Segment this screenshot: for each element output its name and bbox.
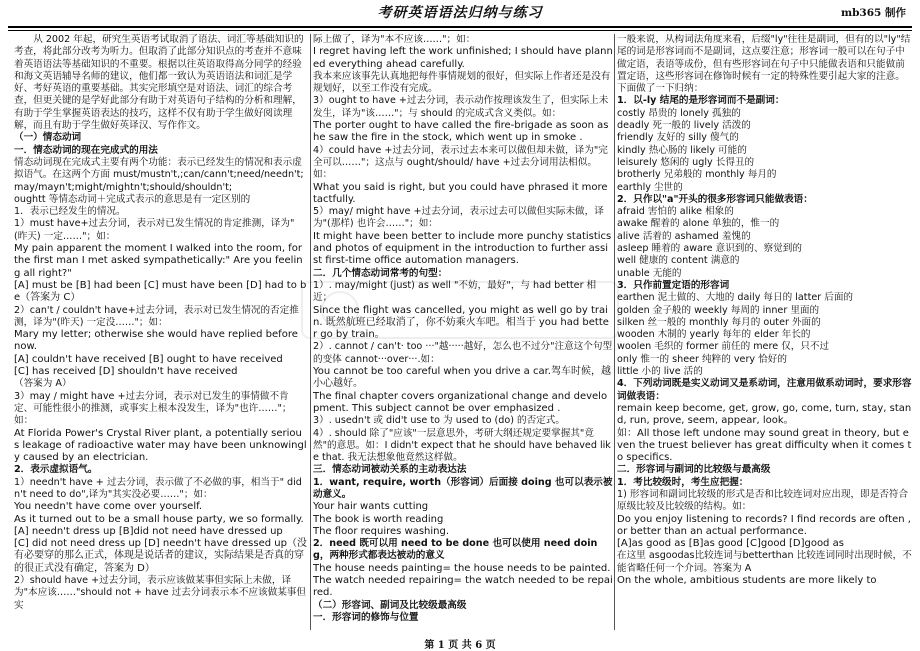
rule-heading: 1．考比较级时，考生应把握：	[617, 476, 749, 488]
column-1	[14, 34, 307, 630]
paragraph: 3）. usedn't 或 did't use to 为 used to (do) 的否定式。	[313, 415, 565, 427]
answer-note: （答案为 A）	[14, 378, 72, 390]
subsection-heading: 一．情态动词的现在完成式的用法	[14, 144, 158, 156]
word-list-row: silken 丝一般的 monthly 每月的 outer 外面的	[617, 316, 821, 328]
word-list-row: kindly 热心肠的 likely 可能的	[617, 144, 747, 156]
paragraph: 1）. may/might (just) as well "不妨，最好"，与 had better 相近；	[313, 279, 597, 304]
example-sentence: I regret having left the work unfinished; I should have planned everything ahead carefully.	[313, 46, 613, 70]
paragraph: 1．表示已经发生的情况。	[14, 206, 126, 218]
paragraph: 1) 形容词和副词比较级的形式是否和比较连词对应出现，即是否符合原级比较及比较级的结构。如：	[617, 488, 909, 513]
example-sentence: My pain apparent the moment I walked into the room, for the first man I met asked sympathetically:" Are you feeling all right?"	[14, 243, 303, 279]
subsection-heading: 二．形容词与副词的比较级与最高级	[617, 464, 771, 476]
paragraph: 一般来说，从构词法角度来看，后缀"ly"往往是副词，但有的以"ly"结尾的词是形容词而不是副词，这点要注意；形容词一般可以在句子中做定语，表语等成份，但有些形容词在句子中只能做表语和只能做前置定语，这些形容词在修饰时候有一定的特殊性要引起大家的注意。下面做了一下归纳：	[617, 34, 911, 95]
paragraph: 际上做了，译为"本不应该……"；如：	[313, 34, 476, 45]
rule-heading: 3．只作前置定语的形容词	[617, 279, 730, 291]
paragraph: oughtt 等情态动词＋完成式表示的意思是有一定区别的	[14, 193, 251, 205]
page-footer: 第 1 页 共 6 页	[424, 640, 496, 651]
word-list-row: deadly 死一般的 lively 活泼的	[617, 120, 751, 132]
example-sentence: The porter ought to have called the fire-brigade as soon as he saw the fire in the stock, which went up in smoke .	[313, 120, 609, 144]
example-sentence: You needn't have come over yourself.	[14, 501, 203, 513]
paragraph: 2）should have +过去分词，表示应该做某事但实际上未做，译为"本应该……"should not + have 过去分词表示本不应该做某事但实	[14, 575, 306, 611]
word-list-row: wooden 木制的 yearly 每年的 elder 年长的	[617, 329, 811, 341]
answer-options: [C] has received [D] shouldn't have received	[14, 366, 238, 378]
column-divider	[614, 34, 615, 630]
subsection-heading: 2．表示虚拟语气。	[14, 464, 98, 476]
paragraph: 在这里 asgoodas比较连词与betterthan 比较连词同时出现时候，不能省略任何一个介词。答案为 A	[617, 550, 912, 574]
paragraph: 2）can't / couldn't have+过去分词，表示对已发生情况的否定推测，译为"(昨天) 一定没……"；如：	[14, 304, 299, 328]
paragraph: 3）may / might have +过去分词，表示对已发生的事情做不肯定、可能性很小的推测，或事实上根本没发生，译为"也许……"；如：	[14, 390, 292, 427]
example-sentence: The final chapter covers organizational change and development. This subject cannot be over emphasized .	[313, 390, 608, 414]
paragraph: 1）needn't have + 过去分词，表示做了不必做的事，相当于" didn't need to do",译为"其实没必要……"；如：	[14, 476, 302, 500]
word-list-row: well 健康的 content 满意的	[617, 255, 740, 267]
example-sentence: As it turned out to be a small house party, we so formally.	[14, 513, 304, 525]
example-sentence: The book is worth reading	[313, 513, 444, 525]
word-list-row: asleep 睡着的 aware 意识到的、察觉到的	[617, 243, 802, 255]
section-heading: （二）形容词、副词及比较级最高级	[313, 599, 467, 611]
section-heading: （一）情态动词	[14, 132, 82, 144]
paragraph: 4）could have +过去分词，表示过去本来可以做但却未做，译为"完全可以……"；这点与 ought/should/ have +过去分词用法相似。如：	[313, 144, 608, 181]
verb-list: remain keep become, get, grow, go, come, turn, stay, stand, run, prove, seem, appear, look。	[617, 402, 912, 427]
subsection-heading: 二．几个情态动词常考的句型：	[313, 267, 448, 279]
document-title: 考研英语语法归纳与练习	[377, 5, 543, 21]
example-sentence: 如：All those left undone may sound great in theory, but even the truest believer has great difficulty when it comes to specifics.	[617, 427, 912, 464]
word-list-row: unable 无能的	[617, 267, 682, 279]
rule-heading: 1．以-ly 结尾的是形容词而不是副词：	[617, 95, 785, 107]
example-sentence: Since the flight was cancelled, you might as well go by train. 既然航班已经取消了，你不妨乘火车吧。相当于 you had better go by train。	[313, 304, 609, 341]
paragraph: 我本来应该事先认真地把每件事情规划的很好，但实际上作者还是没有规划好，以至工作没有完成。	[313, 70, 611, 95]
paragraph: 情态动词现在完成式主要有两个功能：表示已经发生的情况和表示虚拟语气。在这两个方面 must/mustn't,;can/cann't;need/needn't;may/mayn't;might/mightn't;should/shouldn't;	[14, 156, 304, 193]
paragraph: 4）. should 除了"应该"一层意思外，考研大纲还规定要掌握其"竟然"的意思。如：I didn't expect that he should have behaved like that. 我无法想象他竟然这样做。	[313, 427, 611, 464]
rule-heading: 1．want, require, worth（形容词）后面接 doing 也可以表示被动意义。	[313, 476, 613, 500]
word-list-row: afraid 害怕的 alike 相象的	[617, 206, 734, 218]
answer-options: [A] needn't dress up [B]did not need have dressed up	[14, 525, 283, 537]
word-list-row: golden 金子般的 weekly 每周的 inner 里面的	[617, 304, 820, 316]
example-sentence: It might have been better to include more punchy statistics and photos of equipment in the introduction to further assist first-time office automation managers.	[313, 230, 612, 267]
paragraph: 3）ought to have +过去分词，表示动作按理该发生了，但实际上未发生，译为"该……"；与 should 的完成式含义类似。如：	[313, 95, 609, 119]
example-sentence: The watch needed repairing= the watch needed to be repaired.	[313, 575, 613, 599]
answer-options: [C] did not need dress up [D] needn't have dressed up（没有必要穿的那么正式，体现是说话者的建议，实际结果是否真的穿的很正式没有确定，答案为 D）	[14, 538, 307, 574]
intro-paragraph: 从 2002 年起，研究生英语考试取消了语法、词汇等基础知识的考查，将此部分改考为听力。但取消了此部分知识点的考查并不意味着英语语法等基础知识的不重要。根据以往英语取得高分同学的经验和海文英语辅导名师的建议，他们都一致认为英语语法和词汇是学好、考好英语的重要基础。其实完形填空是对语法、词汇的综合考查，但更关键的是学好此部分有助于对英语句子结构的分析和理解，有助于学生掌握英语表达的技巧，这样不仅有助于学生做好阅读理解，而且有助于学生做好英译汉、写作作文。	[14, 34, 304, 132]
word-list-row: earthen 泥土做的、大地的 daily 每日的 latter 后面的	[617, 292, 854, 304]
word-list-row: woolen 毛织的 former 前任的 mere 仅，只不过	[617, 341, 830, 353]
word-list-row: little 小的 live 活的	[617, 366, 703, 378]
example-sentence: What you said is right, but you could have phrased it more tactfully.	[313, 181, 608, 205]
answer-options: [A] couldn't have received [B] ought to have received	[14, 353, 283, 365]
column-3	[617, 34, 913, 630]
answer-options: [A] must be [B] had been [C] must have been [D] had to be（答案为 C）	[14, 279, 307, 304]
header-rule-thick	[8, 26, 912, 28]
subsection-heading: 一．形容词的修饰与位置	[313, 611, 419, 623]
example-sentence: The house needs painting= the house needs to be painted.	[313, 562, 611, 574]
header-rule-thin	[8, 30, 912, 31]
column-2	[313, 34, 613, 630]
example-sentence: Your hair wants cutting	[313, 501, 429, 513]
subsection-heading: 三．情态动词被动关系的主动表达法	[313, 464, 467, 476]
word-list-row: only 惟一的 sheer 纯粹的 very 恰好的	[617, 353, 787, 365]
example-sentence: You cannot be too careful when you drive a car.驾车时候，越小心越好。	[313, 366, 611, 390]
example-sentence: The floor requires washing.	[313, 525, 450, 537]
word-list-row: alive 活着的 ashamed 羞愧的	[617, 230, 751, 242]
example-sentence: On the whole, ambitious students are more likely to	[617, 575, 877, 587]
rule-heading: 4．下列动词既是实义动词又是系动词，注意用做系动词时，要求形容词做表语：	[617, 378, 912, 402]
word-list-row: leisurely 悠闲的 ugly 长得丑的	[617, 156, 755, 168]
paragraph: 2）. cannot / can't· too ···"越·····越好，怎么也不过分"注意这个句型的变体 cannot···over···.如：	[313, 341, 613, 365]
paragraph: 5）may/ might have +过去分词，表示过去可以做但实际未做，译为"(那样) 也许会……"；如：	[313, 206, 604, 230]
example-sentence: Do you enjoy listening to records? I find records are often , or better than an actual performance.	[617, 513, 911, 537]
word-list-row: brotherly 兄弟般的 monthly 每月的	[617, 169, 777, 181]
author-credit: mb365 制作	[840, 7, 906, 19]
word-list-row: costly 昂贵的 lonely 孤独的	[617, 107, 741, 119]
rule-heading: 2．need 既可以用 need to be done 也可以使用 need doing，两种形式都表达被动的意义	[313, 538, 598, 562]
example-sentence: At Florida Power's Crystal River plant, a potentially serious leakage of radioactive water may have been unknowingly caused by an electrician.	[14, 427, 307, 464]
word-list-row: earthly 尘世的	[617, 181, 683, 193]
column-divider	[310, 34, 311, 630]
word-list-row: friendly 友好的 silly 傻气的	[617, 132, 739, 144]
example-sentence: Mary my letter; otherwise she would have replied before now.	[14, 329, 298, 353]
rule-heading: 2．只作以"a"开头的很多形容词只能做表语：	[617, 193, 813, 205]
word-list-row: awake 醒着的 alone 单独的，惟一的	[617, 218, 780, 230]
answer-options: [A]as good as [B]as good [C]good [D]good as	[617, 538, 844, 550]
paragraph: 1）must have+过去分词，表示对已发生情况的肯定推测，译为"(昨天) 一定……"；如：	[14, 218, 295, 242]
